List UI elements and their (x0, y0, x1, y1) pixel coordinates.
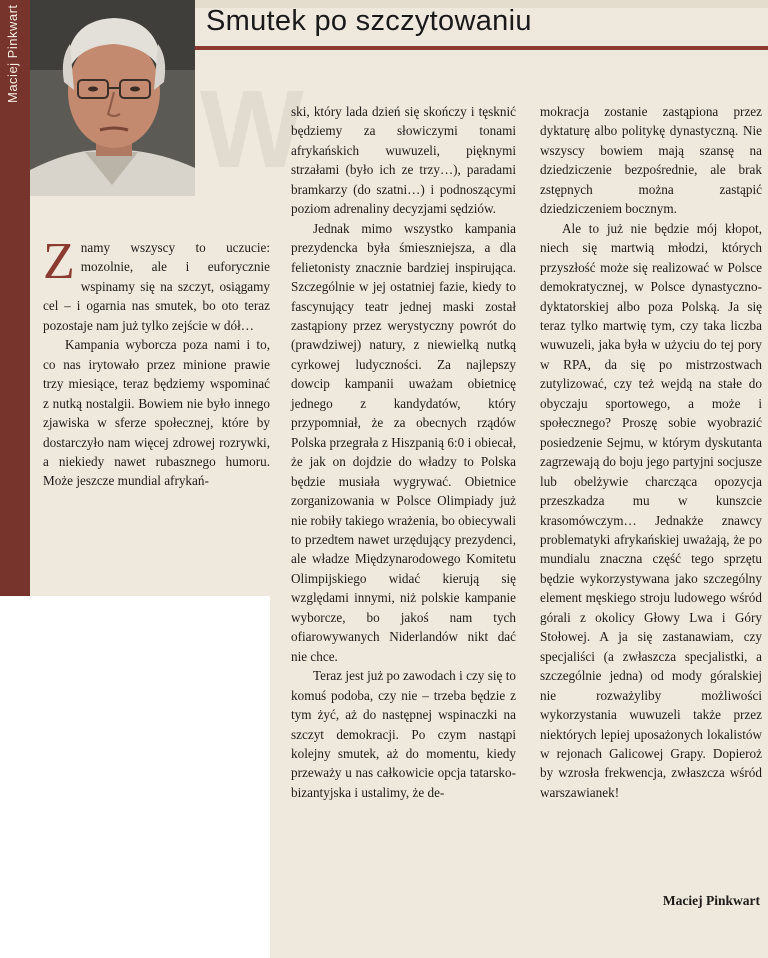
paragraph: Kampania wyborcza poza nami i to, co nas irytowało przez minione prawie trzy miesiące, teraz będziemy wspominać z nutką nostalgii. Bowiem nie było innego zjawiska w sferze społecznej, które by dostarczyło nam więcej zdrowej rozrywki, a niekiedy nawet rubasznego humoru. Może jeszcze mundial afrykań- (43, 337, 270, 489)
author-portrait-illustration (30, 0, 195, 196)
article-headline: Smutek po szczytowaniu (206, 5, 532, 37)
paragraph: mokracja zostanie zastąpiona przez dyktaturę albo politykę dynastyczną. Nie wszyscy bowiem mają szansę na dziedziczenie bezpośrednie, ale brak zstępnych można zastąpić dziedziczeniem bocznym. (540, 104, 762, 217)
article-column-2 (291, 102, 516, 802)
paragraph: Teraz jest już po zawodach i czy się to komuś podoba, czy nie – trzeba będzie z tym żyć, aż do następnej wspinaczki na szczyt demokracji. Po czym nastąpi kolejny smutek, aż do momentu, kiedy przeważy u nas całkowicie opcja tatarsko-bizantyjska i ustalimy, że de- (291, 668, 516, 800)
drop-cap: Z (43, 233, 75, 290)
paragraph: Ale to już nie będzie mój kłopot, niech się martwią młodzi, których przyszłość może się realizować w Polsce demokratycznej, w Polsce dynastyczno-dyktatorskiej albo poza Polską. Ja się teraz tylko martwię tym, czy taka liczba wuwuzeli, jaka była w użyciu do tej pory w RPA, da się po mistrzostwach zutylizować, czy też wejdą na stałe do obyczaju sportowego, a może i społecznego? Proszę sobie wyobrazić posiedzenie Sejmu, w którym dyskutanta zagrzewają do boju jego partyjni socjusze lub obelżywie charcząca opozycja przeszkadza mu w kunszcie krasomówczym… Jednakże znawcy problematyki afrykańskiej uważają, że po mundialu znaczna część tego sprzętu będzie wykorzystywana jako szczególny element męskiego stroju ludowego wśród górali z okolicy Głowy Lwa i Góry Stołowej. A ja się zastanawiam, czy specjaliści (a zwłaszcza specjalistki, a szczególnie jedna) od mody góralskiej nie rozważyliby możliwości wykorzystania wuwuzeli także przez niektórych lepiej uposażonych lokalistów w rejonach Galicowej Grapy. Dopieroż by wzrosła frekwencja, zwłaszcza wśród warszawianek! (540, 220, 762, 800)
paragraph: ski, który lada dzień się skończy i tęsknić będziemy za słowiczymi tonami afrykańskich wuwuzeli, pięknymi strzałami (było ich ze trzy…), paradami bramkarzy (do szatni…) i podnoszącymi poziom adrenaliny decyzjami sędziów. (291, 104, 516, 217)
bleed-through-ghost-print: W (200, 68, 310, 191)
headline-rule (195, 46, 768, 50)
article-column-3 (540, 102, 762, 802)
author-signature: Maciej Pinkwart (662, 893, 760, 908)
paragraph (43, 233, 270, 335)
paragraph: Jednak mimo wszystko kampania prezydencka była śmieszniejsza, a dla felietonisty znacznie bardziej inspirująca. Szczególnie w jej ostatniej fazie, kiedy to fascynujący teatr jednej maski został zastąpiony przez werystyczny powrót do (prawdziwej) natury, z niewielką nutką cyrkowej ludyczności. Za najlepszy dowcip kampanii uważam obietnicę jednego z kandydatów, który przypomniał, że za obecnych rządów Polska przegrała z Hiszpanią 6:0 i obiecał, że jak on dojdzie do władzy to Polska będzie musiała wygrywać. Obietnice zorganizowania w Polsce Olimpiady już nie robiły takiego wrażenia, bo obiecywali to przedtem nawet urzędujący prezydenci, ale władze Międzynarodowego Komitetu Olimpijskiego widać kierują się względami innymi, niż polskie kampanie wyborcze, bo jakoś nam tych ofiarowywanych Niderlandów nikt dać nie chce. (291, 220, 516, 664)
paragraph-text: namy wszyscy to uczucie: mozolnie, ale i euforycznie wspinamy się na szczyt, osiągamy cel – i ogarnia nas smutek, bo oto teraz pozostaje nam już tylko zejście w dół… (43, 240, 270, 333)
author-sidebar (0, 0, 30, 596)
author-photo (30, 0, 195, 196)
article-column-1 (43, 233, 270, 491)
author-byline-vertical: Maciej Pinkwart (5, 4, 20, 104)
